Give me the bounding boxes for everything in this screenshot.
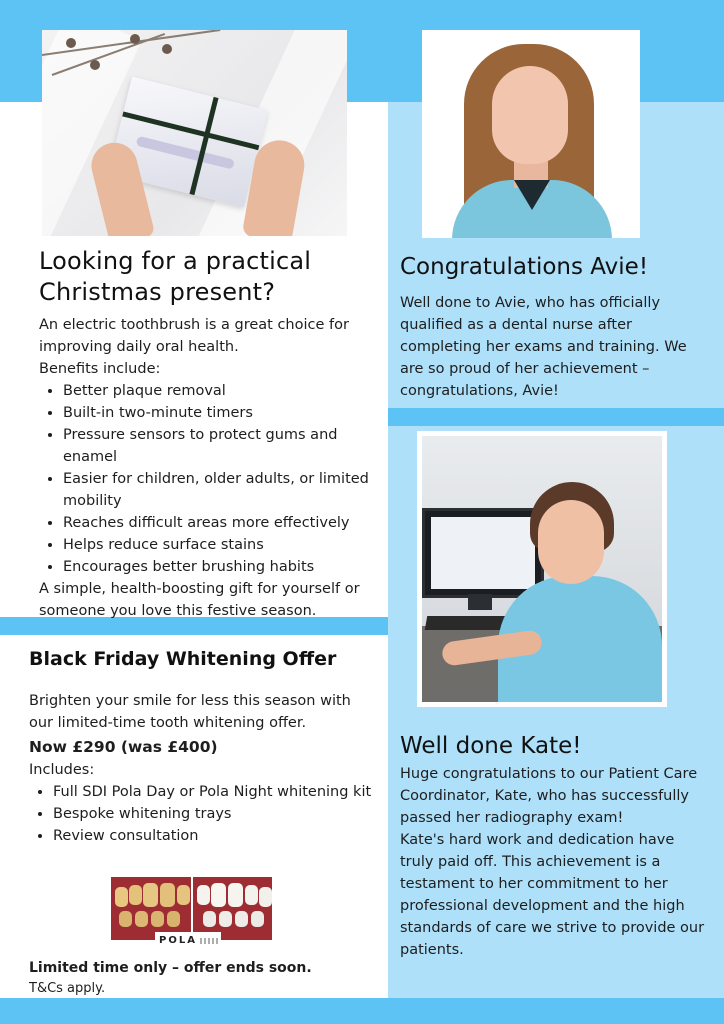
include-item: • Review consultation (53, 825, 374, 847)
include-item: • Bespoke whitening trays (53, 803, 374, 825)
gift-body (39, 314, 379, 622)
pola-logo: POLA (155, 932, 221, 949)
avie-heading: Congratulations Avie! (400, 254, 649, 280)
benefit-item: • Better plaque removal (63, 380, 379, 402)
kate-heading: Well done Kate! (400, 733, 582, 759)
include-item: • Full SDI Pola Day or Pola Night whitening kit (53, 781, 374, 803)
offer-price: Now £290 (was £400) (29, 738, 218, 756)
gift-intro: An electric toothbrush is a great choice for improving daily oral health. (39, 317, 349, 355)
gift-heading (39, 246, 311, 308)
kate-body (400, 763, 712, 961)
kate-para2: Kate's hard work and dedication have truly paid off. This achievement is a testament to her commitment to her professional development and the high standards of care we strive to provide our patients. (400, 832, 705, 958)
benefits-list (39, 380, 379, 578)
offer-includes-label: Includes: (29, 762, 95, 778)
avie-text: Well done to Avie, who has officially qualified as a dental nurse after completing her exams and training. We are so proud of her achievement – congratulations, Avie! (400, 295, 687, 399)
offer-footer (29, 957, 374, 999)
avie-portrait (422, 30, 640, 238)
kate-photo (422, 436, 662, 702)
benefit-item: • Pressure sensors to protect gums and enamel (63, 424, 379, 468)
divider-band-right (388, 408, 724, 426)
offer-includes-list (29, 781, 374, 847)
benefit-item: • Easier for children, older adults, or limited mobility (63, 468, 379, 512)
benefit-item: • Encourages better brushing habits (63, 556, 379, 578)
avie-body (400, 292, 705, 402)
benefit-item: • Reaches difficult areas more effectively (63, 512, 379, 534)
benefit-item: • Built-in two-minute timers (63, 402, 379, 424)
bottom-band (0, 998, 724, 1024)
offer-heading: Black Friday Whitening Offer (29, 648, 337, 670)
gift-heading-line1: Looking for a practical (39, 247, 312, 275)
kate-para1: Huge congratulations to our Patient Care Coordinator, Kate, who has successfully passed her radiography exam! (400, 766, 698, 826)
gift-heading-line2: Christmas present? (39, 278, 276, 306)
gift-closing: A simple, health-boosting gift for yourself or someone you love this festive season. (39, 581, 360, 619)
offer-limited: Limited time only – offer ends soon. (29, 960, 312, 976)
computer-monitor (422, 508, 544, 598)
offer-intro: Brighten your smile for less this season with our limited-time tooth whitening offer. (29, 693, 351, 731)
offer-body (29, 690, 374, 847)
gift-photo (42, 30, 347, 236)
offer-terms: T&Cs apply. (29, 981, 106, 996)
benefit-item: • Helps reduce surface stains (63, 534, 379, 556)
whitening-before-after-image (111, 877, 272, 940)
gift-benefits-intro: Benefits include: (39, 361, 161, 377)
